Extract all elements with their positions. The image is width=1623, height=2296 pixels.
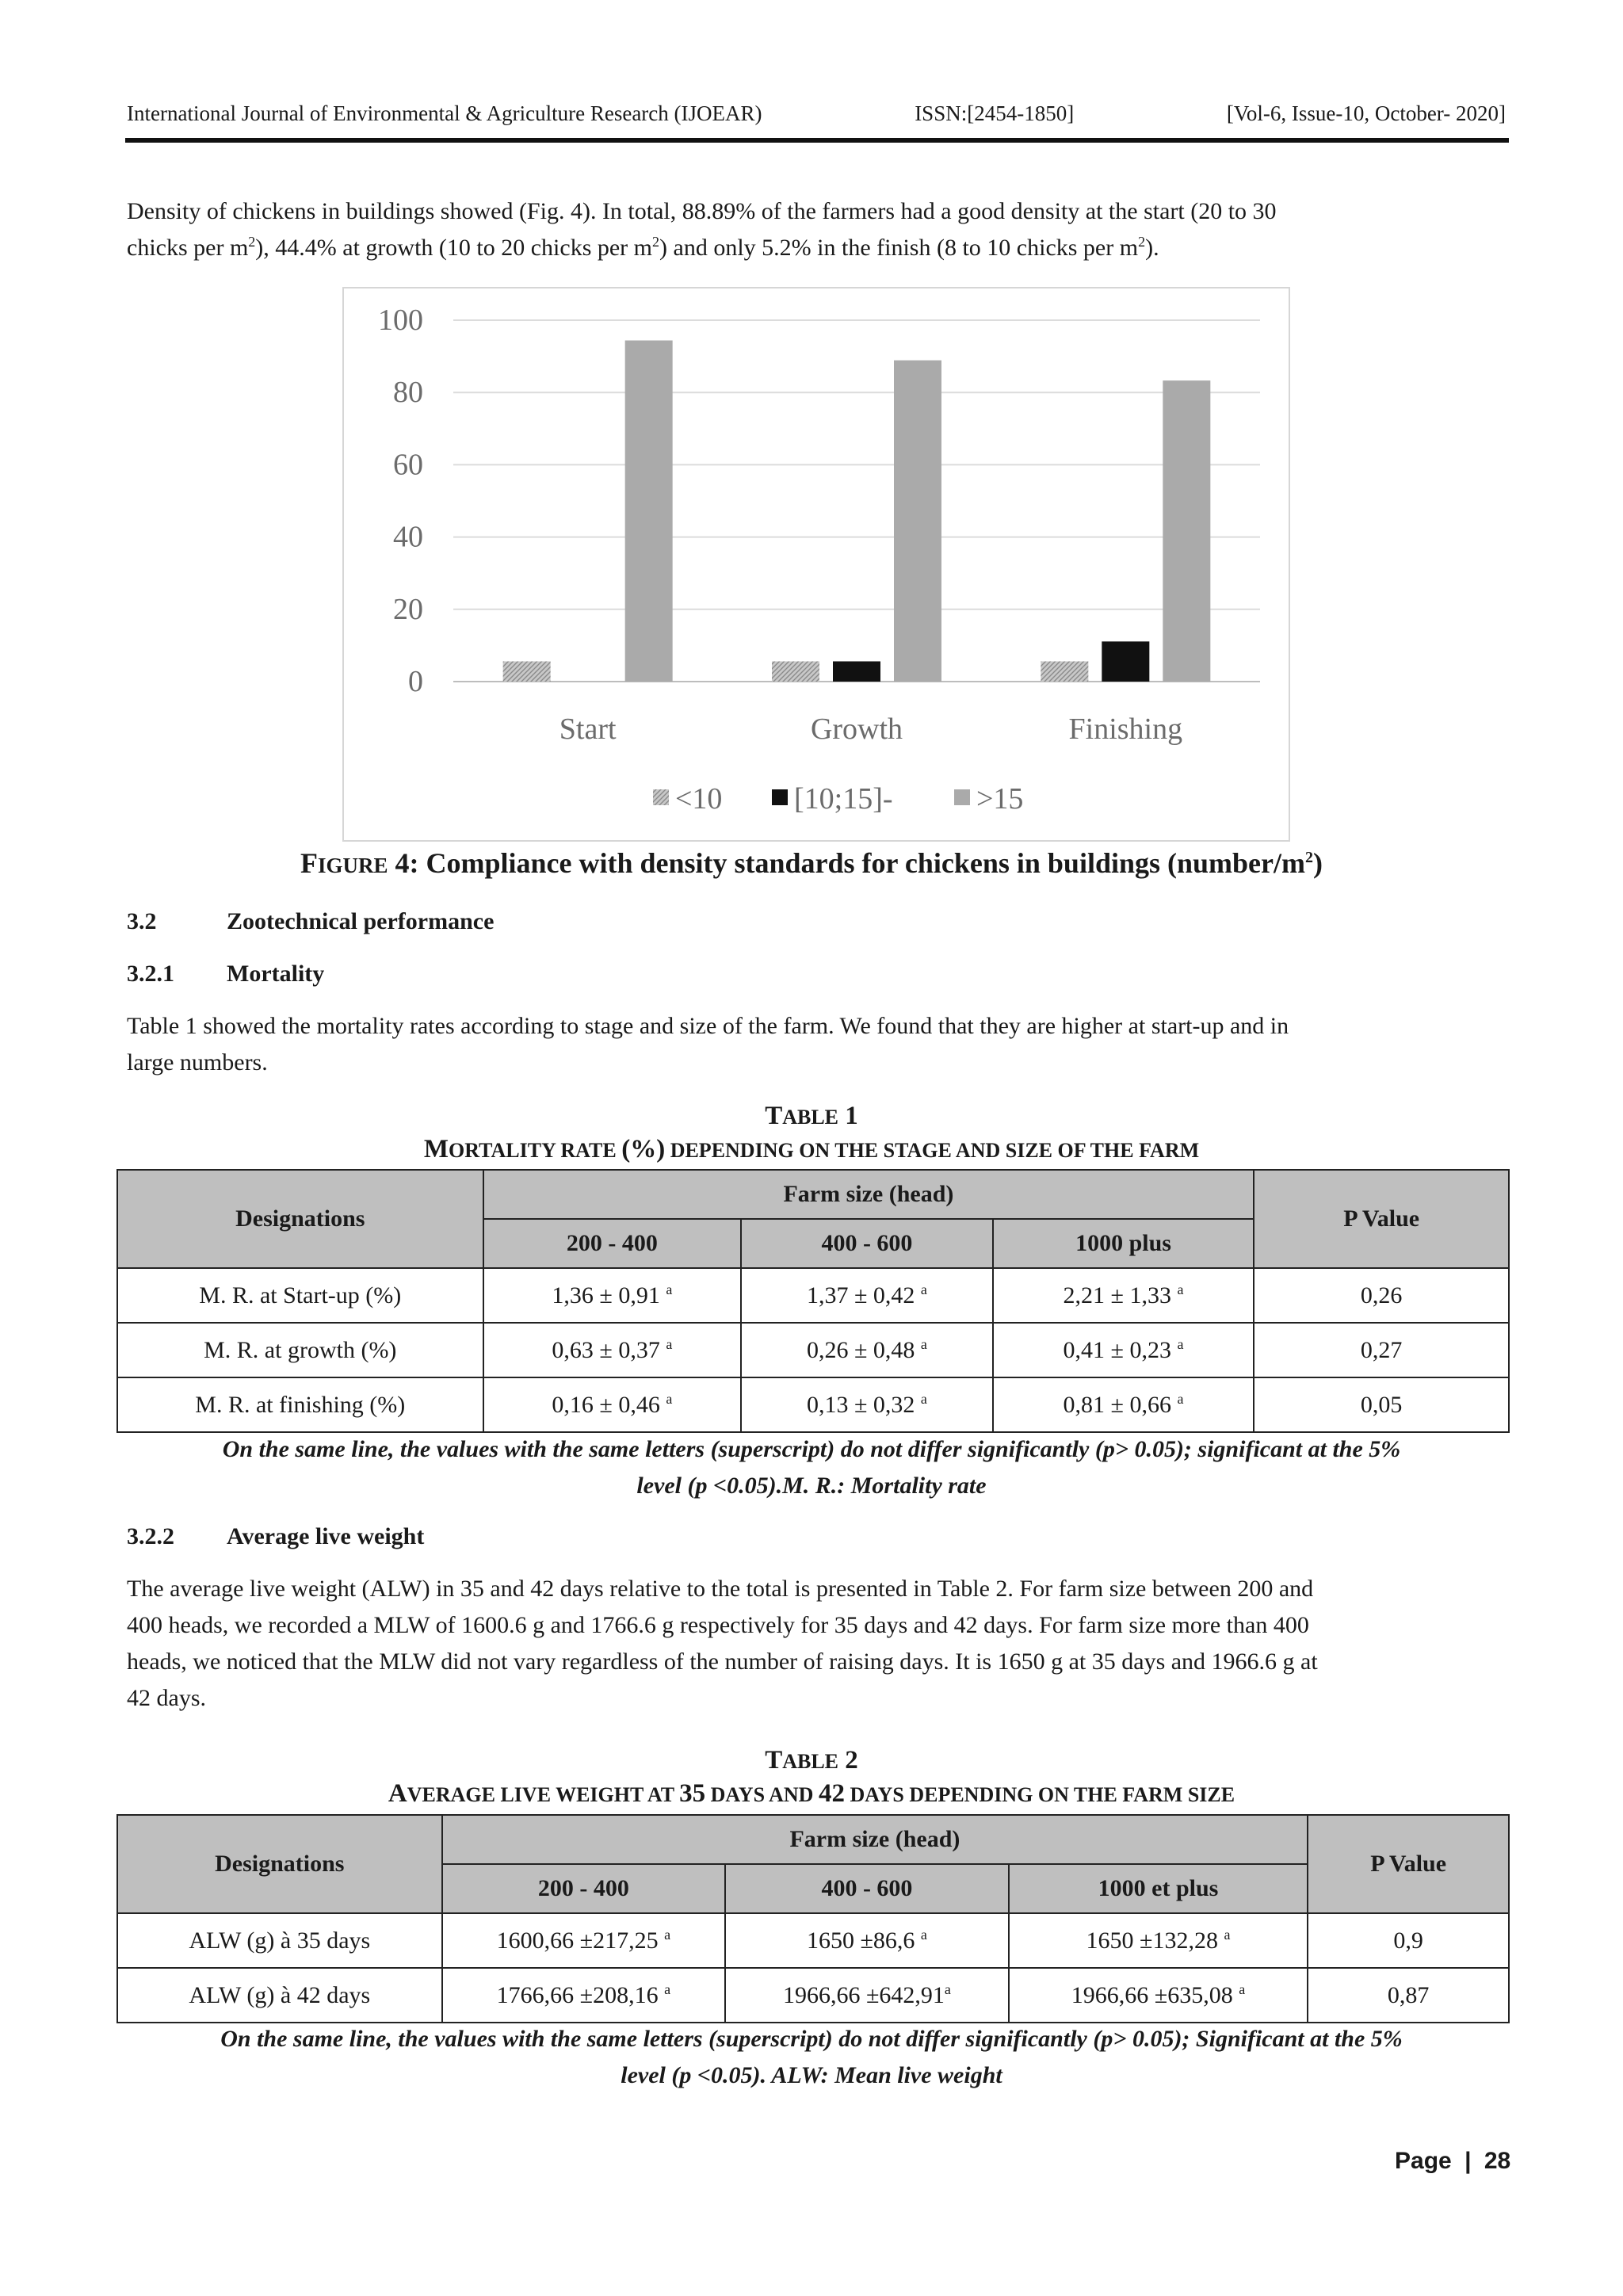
legend-swatch — [653, 789, 669, 805]
intro-line-1: Density of chickens in buildings showed (Fig. 4). In total, 88.89% of the farmers had a good density at the start (20 to 30 — [127, 198, 1277, 224]
bar-finishing-1 — [1102, 641, 1149, 682]
cell: 1,37 ± 0,42 $^a$ — [741, 1268, 993, 1323]
header-farm-size: Farm size (head) — [442, 1815, 1308, 1864]
p-value-cell: 0,26 — [1254, 1268, 1509, 1323]
table-row — [117, 1913, 1509, 1968]
cell: 1650 ±132,28 $^a$ — [1009, 1913, 1308, 1968]
table-1-note: On the same line, the values with the same letters (superscript) do not differ significantly (p> 0.05); significant at the 5% level (p <0.05).M. R.: Mortality rate — [222, 1436, 1401, 1499]
cell: 0,81 ± 0,66 $^a$ — [993, 1377, 1254, 1432]
cell: 0,41 ± 0,23 $^a$ — [993, 1323, 1254, 1377]
volume-issue: [Vol-6, Issue-10, October- 2020] — [1226, 101, 1506, 125]
table-2-title: TABLE 2 — [765, 1746, 858, 1775]
bar-growth-2 — [894, 361, 941, 682]
header-col-200-400: 200 - 400 — [483, 1219, 742, 1268]
p-value-cell: 0,05 — [1254, 1377, 1509, 1432]
row-label: M. R. at Start-up (%) — [117, 1268, 483, 1323]
section-heading-3-2-2: 3.2.2 Average live weight — [127, 1523, 425, 1549]
cell: 1966,66 ±635,08 $^a$ — [1009, 1968, 1308, 2023]
table-1-title: TABLE 1 — [765, 1102, 858, 1130]
header-farm-size: Farm size (head) — [483, 1170, 1254, 1219]
legend-label: [10;15]- — [794, 782, 893, 816]
section-heading-3-2: 3.2 Zootechnical performance — [127, 908, 495, 934]
table-row — [117, 1323, 1509, 1377]
bar-finishing-0 — [1041, 661, 1088, 682]
chart-svg — [344, 288, 1292, 843]
legend-label: >15 — [976, 782, 1024, 816]
cell: 0,13 ± 0,32 $^a$ — [741, 1377, 993, 1432]
y-tick-label: 80 — [393, 376, 423, 410]
p-value-cell: 0,87 — [1308, 1968, 1509, 2023]
section-heading-3-2-1: 3.2.1 Mortality — [127, 961, 325, 987]
figure-caption: FIGURE 4: Compliance with density standards for chickens in buildings $(number/m^2)$ — [300, 847, 1323, 879]
bar-start-2 — [625, 341, 673, 682]
journal-name: International Journal of Environmental & Agriculture Research (IJOEAR) — [127, 101, 762, 125]
intro-paragraph: Density of chickens in buildings showed (Fig. 4). In total, 88.89% of the farmers had a good density at the start (20 to 30 chicks per $m^2$), 44.4% at growth (10 to 20 chicks per $m^2$) and only 5.2% in the finish (8 to 10 chicks per $m^2$). — [127, 198, 1277, 261]
header-col-1000-et-plus: 1000 et plus — [1009, 1864, 1308, 1913]
legend-label: <10 — [675, 782, 723, 816]
alw-paragraph: The average live weight (ALW) in 35 and 42 days relative to the total is presented in Table 2. For farm size between 200 and 400 heads, we recorded a MLW of 1600.6 g and 1766.6 g respectively for 35 days and 42 days. For farm size more than 400 heads, we noticed that the MLW did not vary regardless of the number of raising days. It is 1650 g at 35 days and 1966.6 g at 42 days. — [127, 1576, 1318, 1711]
live-weight-table — [116, 1814, 1510, 2023]
header-col-400-600: 400 - 600 — [725, 1864, 1009, 1913]
cell: 1,36 ± 0,91 $^a$ — [483, 1268, 742, 1323]
header-p-value: P Value — [1308, 1815, 1509, 1913]
density-chart — [342, 287, 1290, 842]
y-tick-label: 20 — [393, 592, 423, 626]
cell: 0,63 ± 0,37 $^a$ — [483, 1323, 742, 1377]
table-row — [117, 1968, 1509, 2023]
header-designations: Designations — [117, 1815, 442, 1913]
y-tick-label: 40 — [393, 520, 423, 554]
table-row — [117, 1268, 1509, 1323]
bar-start-0 — [503, 661, 551, 682]
mortality-paragraph: Table 1 showed the mortality rates according to stage and size of the farm. We found that they are higher at start-up and in large numbers. — [127, 1013, 1289, 1075]
p-value-cell: 0,9 — [1308, 1913, 1509, 1968]
y-tick-label: 60 — [393, 448, 423, 482]
issn: ISSN:[2454-1850] — [915, 101, 1075, 125]
cell: 1600,66 ±217,25 $^a$ — [442, 1913, 726, 1968]
cell: 1766,66 ±208,16 $^a$ — [442, 1968, 726, 2023]
cell: 1966,66 ±642,91$^a$ — [725, 1968, 1009, 2023]
x-category-label: Start — [559, 712, 617, 746]
page-number: Page | 28 — [1395, 2148, 1511, 2174]
header-col-200-400: 200 - 400 — [442, 1864, 726, 1913]
row-label: ALW (g) à 42 days — [117, 1968, 442, 2023]
table-2-subtitle: AVERAGE LIVE WEIGHT AT 35 DAYS AND 42 DAYS DEPENDING ON THE FARM SIZE — [388, 1779, 1235, 1808]
y-tick-label: 0 — [408, 665, 423, 698]
header-col-1000-plus: 1000 plus — [993, 1219, 1254, 1268]
mortality-table — [116, 1169, 1510, 1433]
bar-growth-0 — [772, 661, 819, 682]
header-p-value: P Value — [1254, 1170, 1509, 1268]
table-row — [117, 1377, 1509, 1432]
header-designations: Designations — [117, 1170, 483, 1268]
row-label: M. R. at growth (%) — [117, 1323, 483, 1377]
bar-growth-1 — [833, 661, 880, 682]
bar-finishing-2 — [1163, 380, 1210, 682]
row-label: ALW (g) à 35 days — [117, 1913, 442, 1968]
running-header — [127, 101, 1506, 128]
legend-swatch — [772, 789, 788, 805]
row-label: M. R. at finishing (%) — [117, 1377, 483, 1432]
table-1-subtitle: MORTALITY RATE (%) DEPENDING ON THE STAGE AND SIZE OF THE FARM — [423, 1135, 1200, 1163]
header-col-400-600: 400 - 600 — [741, 1219, 993, 1268]
p-value-cell: 0,27 — [1254, 1323, 1509, 1377]
x-category-label: Finishing — [1068, 712, 1183, 746]
cell: 0,16 ± 0,46 $^a$ — [483, 1377, 742, 1432]
x-category-label: Growth — [810, 712, 903, 746]
cell: 2,21 ± 1,33 $^a$ — [993, 1268, 1254, 1323]
legend-swatch — [954, 789, 970, 805]
table-2-note: On the same line, the values with the same letters (superscript) do not differ significantly (p> 0.05); Significant at the 5% level (p <0.05). ALW: Mean live weight — [220, 2026, 1403, 2088]
header-rule — [125, 138, 1509, 143]
cell: 1650 ±86,6 $^a$ — [725, 1913, 1009, 1968]
cell: 0,26 ± 0,48 $^a$ — [741, 1323, 993, 1377]
y-tick-label: 100 — [378, 304, 423, 337]
